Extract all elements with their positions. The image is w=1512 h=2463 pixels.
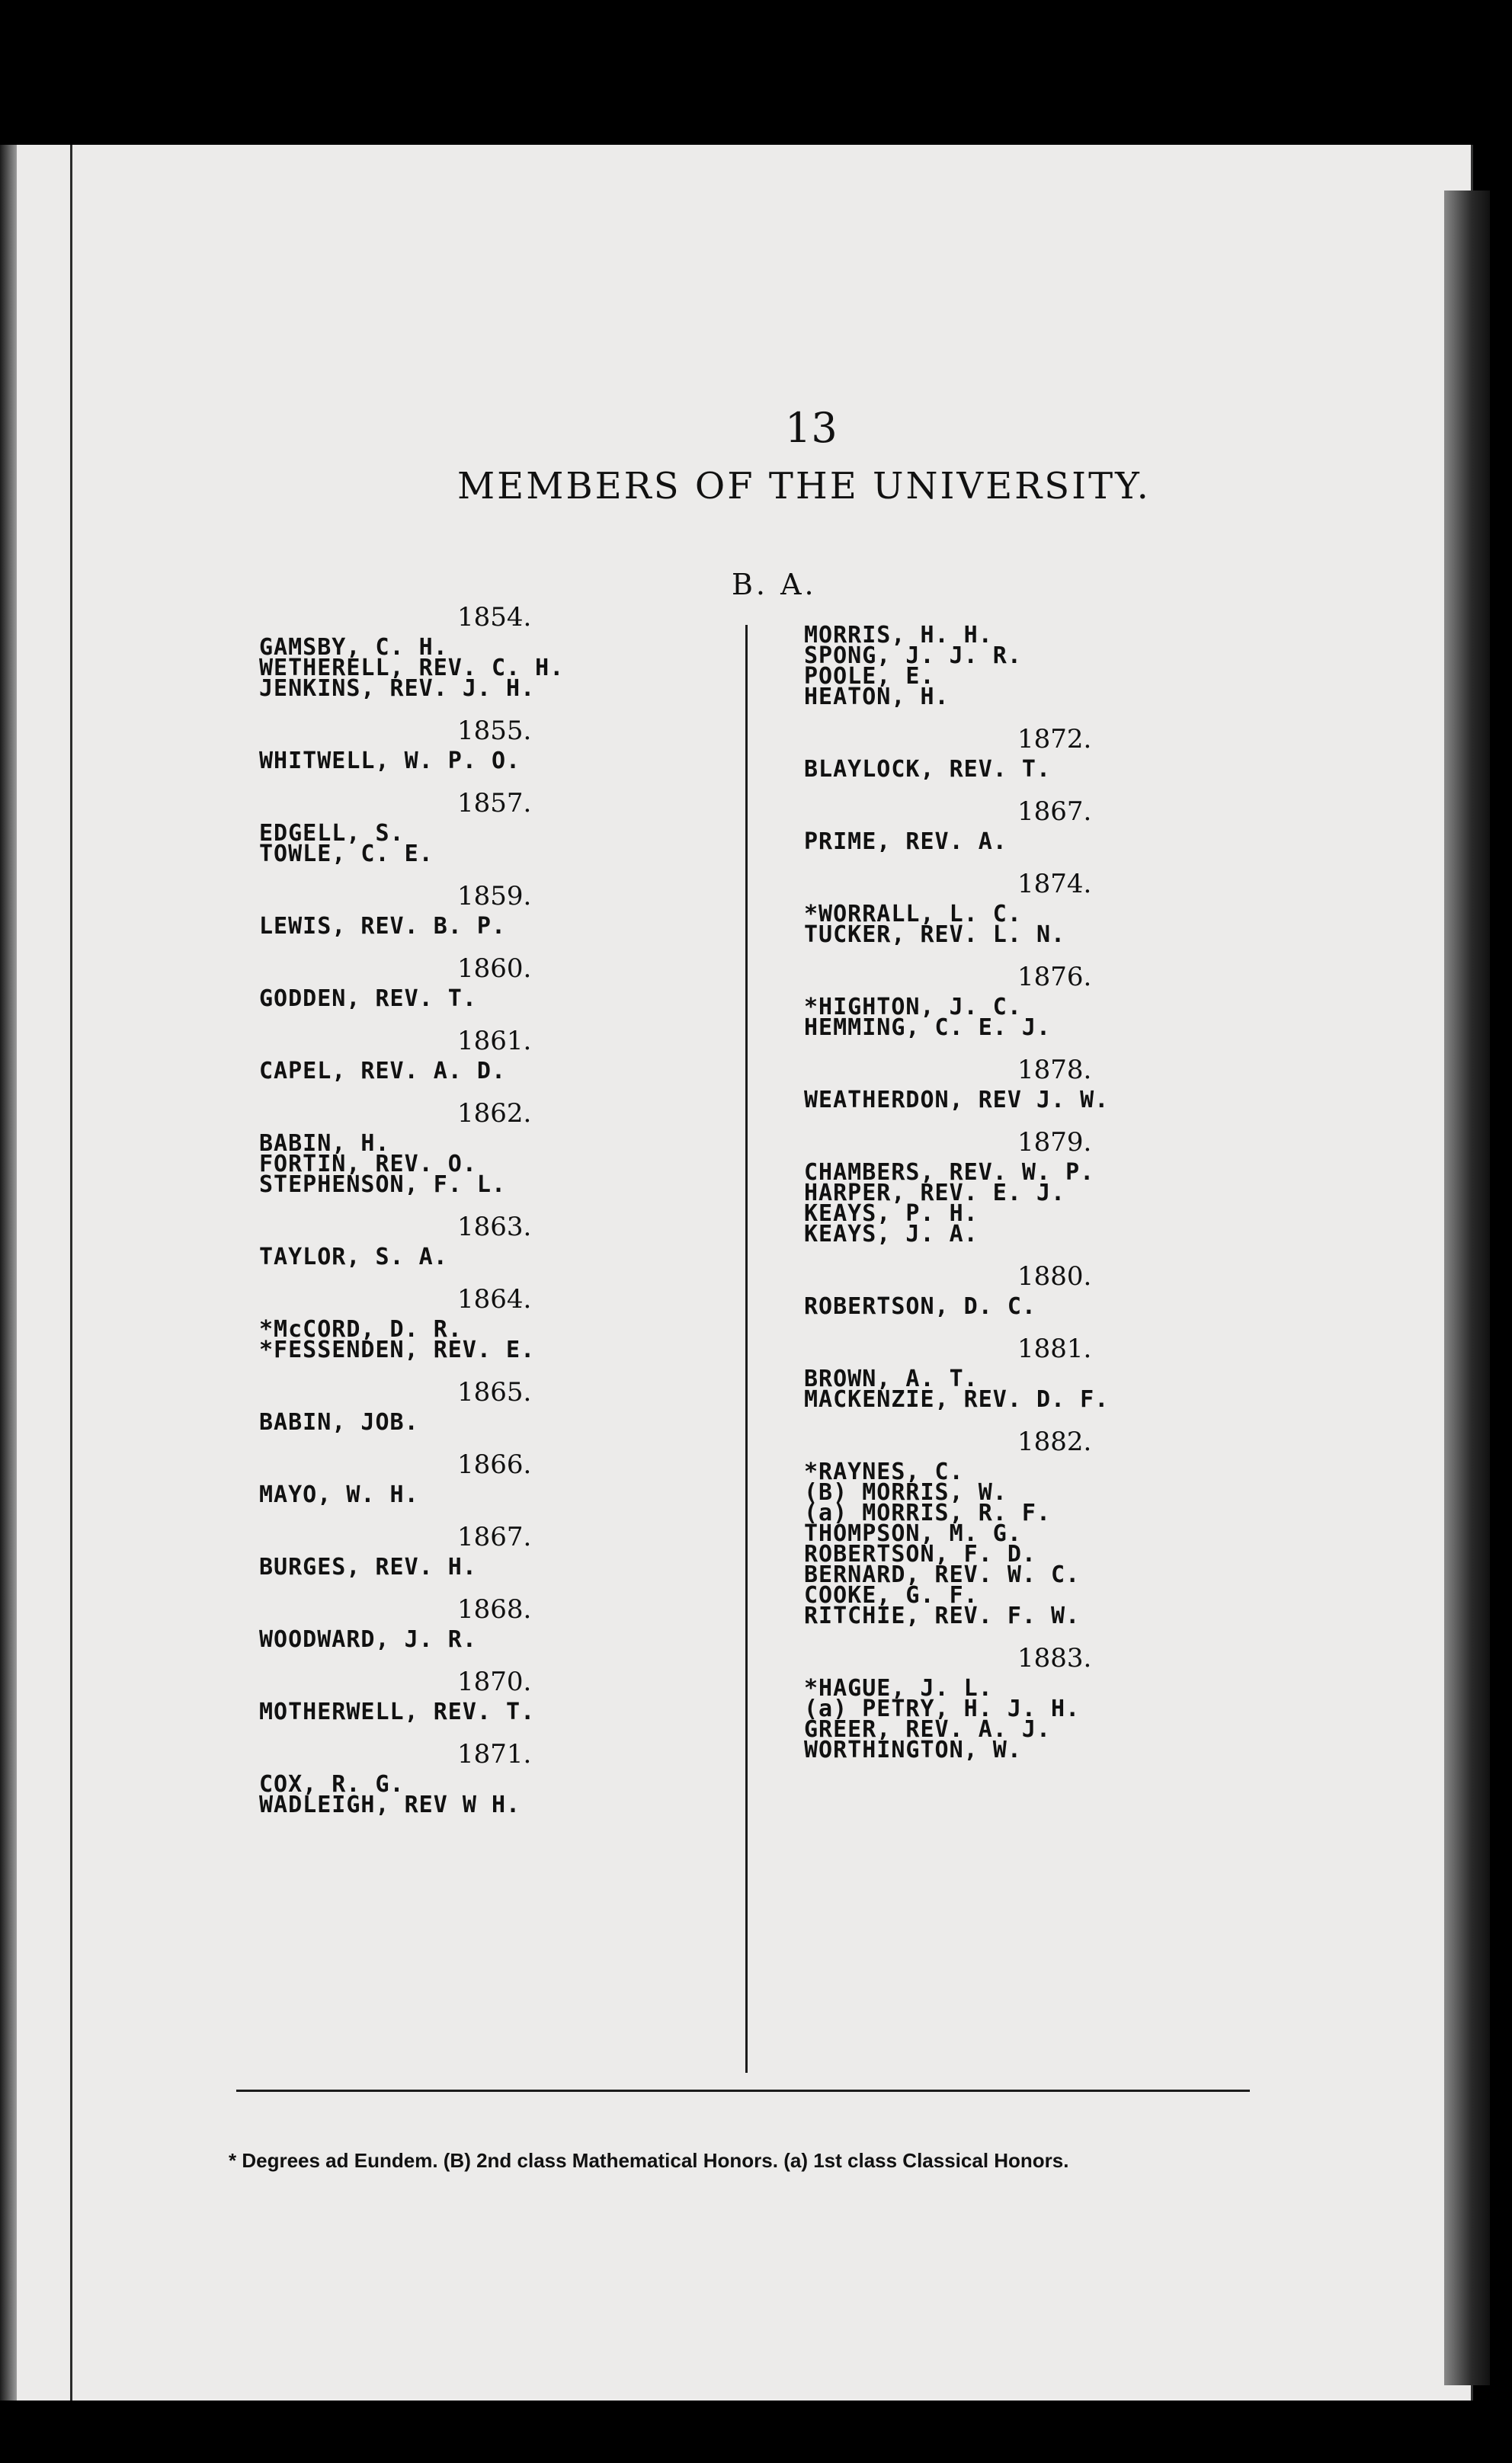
year-group [804, 1127, 1277, 1248]
member-name: MOTHERWELL, REV. T. [259, 1699, 536, 1725]
year-heading: 1876. [1017, 962, 1092, 992]
left-column [259, 602, 777, 1818]
member-name: TAYLOR, S. A. [259, 1244, 448, 1270]
member-name: COOKE, G. F. [804, 1582, 979, 1609]
year-group [259, 788, 777, 867]
year-group [259, 881, 777, 940]
member-name: WETHERELL, REV. C. H. [259, 655, 565, 681]
member-name: GAMSBY, C. H. [259, 634, 448, 661]
year-heading: 1854. [457, 602, 532, 633]
member-name: BURGES, REV. H. [259, 1554, 477, 1581]
degree-heading: B. A. [732, 568, 817, 601]
member-name: HARPER, REV. E. J. [804, 1180, 1066, 1206]
member-name: WORTHINGTON, W. [804, 1737, 1022, 1763]
member-name: (a) PETRY, H. J. H. [804, 1696, 1081, 1722]
year-heading: 1855. [457, 716, 532, 746]
year-group [259, 953, 777, 1012]
column-divider [745, 625, 748, 2073]
member-name: *WORRALL, L. C. [804, 901, 1022, 927]
member-name: EDGELL, S. [259, 820, 405, 847]
member-name: GREER, REV. A. J. [804, 1716, 1052, 1743]
member-name: WHITWELL, W. P. O. [259, 748, 521, 774]
member-name: JENKINS, REV. J. H. [259, 675, 536, 702]
member-name: SPONG, J. J. R. [804, 642, 1022, 669]
year-heading: 1859. [457, 881, 532, 911]
member-name: TOWLE, C. E. [259, 841, 434, 867]
year-heading: 1863. [457, 1212, 532, 1242]
year-group [259, 1739, 777, 1818]
year-heading: 1874. [1017, 869, 1092, 899]
member-name: POOLE, E. [804, 663, 935, 690]
member-name: THOMPSON, M. G. [804, 1520, 1022, 1547]
member-name: COX, R. G. [259, 1771, 405, 1798]
year-group [804, 1427, 1277, 1629]
footnote-rule [236, 2090, 1250, 2092]
year-heading: 1870. [457, 1667, 532, 1697]
right-column [804, 622, 1277, 1763]
year-group [804, 962, 1277, 1041]
member-name: *FESSENDEN, REV. E. [259, 1337, 536, 1363]
year-heading: 1861. [457, 1026, 532, 1056]
year-heading: 1857. [457, 788, 532, 818]
member-name: BLAYLOCK, REV. T. [804, 756, 1052, 783]
member-name: CAPEL, REV. A. D. [259, 1058, 507, 1084]
year-group [804, 1334, 1277, 1413]
member-name: LEWIS, REV. B. P. [259, 913, 507, 940]
year-group [804, 869, 1277, 948]
year-group [259, 602, 777, 702]
member-name: ROBERTSON, F. D. [804, 1541, 1036, 1568]
member-name: STEPHENSON, F. L. [259, 1171, 507, 1198]
member-name: BABIN, JOB. [259, 1409, 419, 1436]
footnote: * Degrees ad Eundem. (B) 2nd class Mathematical Honors. (a) 1st class Classical Honors. [229, 2149, 1069, 2172]
member-name: BABIN, H. [259, 1130, 390, 1157]
year-group [259, 1212, 777, 1270]
year-heading: 1882. [1017, 1427, 1092, 1457]
year-group [804, 1643, 1277, 1763]
member-name: WOODWARD, J. R. [259, 1626, 477, 1653]
year-heading: 1879. [1017, 1127, 1092, 1158]
year-heading: 1860. [457, 953, 532, 984]
member-name: KEAYS, P. H. [804, 1200, 979, 1227]
year-group [259, 1377, 777, 1436]
member-name: PRIME, REV. A. [804, 828, 1007, 855]
member-name: (a) MORRIS, R. F. [804, 1500, 1052, 1526]
member-name: HEATON, H. [804, 684, 950, 710]
year-heading: 1864. [457, 1284, 532, 1315]
member-name: WEATHERDON, REV J. W. [804, 1087, 1110, 1113]
member-name: BROWN, A. T. [804, 1366, 979, 1392]
year-heading: 1872. [1017, 724, 1092, 754]
member-name: *RAYNES, C. [804, 1459, 964, 1485]
member-name: *McCORD, D. R. [259, 1316, 463, 1343]
year-group [259, 1284, 777, 1363]
member-name: KEAYS, J. A. [804, 1221, 979, 1248]
year-heading: 1867. [457, 1522, 532, 1552]
member-name: GODDEN, REV. T. [259, 985, 477, 1012]
year-group [804, 724, 1277, 783]
year-heading: 1871. [457, 1739, 532, 1770]
year-heading: 1881. [1017, 1334, 1092, 1364]
year-heading: 1878. [1017, 1055, 1092, 1085]
member-name: (B) MORRIS, W. [804, 1479, 1007, 1506]
year-heading: 1868. [457, 1594, 532, 1625]
year-group [804, 796, 1277, 855]
year-group [259, 1026, 777, 1084]
book-binding [0, 145, 17, 2401]
member-name: ROBERTSON, D. C. [804, 1293, 1036, 1320]
year-group [804, 1055, 1277, 1113]
year-group [259, 716, 777, 774]
page-title: MEMBERS OF THE UNIVERSITY. [457, 465, 1151, 508]
member-name: BERNARD, REV. W. C. [804, 1561, 1081, 1588]
spine-line [70, 145, 72, 2401]
year-group [804, 1261, 1277, 1320]
member-name: CHAMBERS, REV. W. P. [804, 1159, 1095, 1186]
member-name: *HAGUE, J. L. [804, 1675, 993, 1702]
year-group [259, 1522, 777, 1581]
year-group [259, 1667, 777, 1725]
year-heading: 1862. [457, 1098, 532, 1129]
member-name: HEMMING, C. E. J. [804, 1014, 1052, 1041]
page-number: 13 [785, 404, 838, 452]
member-name: RITCHIE, REV. F. W. [804, 1603, 1081, 1629]
member-name: *HIGHTON, J. C. [804, 994, 1022, 1020]
year-heading: 1880. [1017, 1261, 1092, 1292]
member-name: TUCKER, REV. L. N. [804, 921, 1066, 948]
year-heading: 1883. [1017, 1643, 1092, 1673]
member-name: FORTIN, REV. O. [259, 1151, 477, 1177]
year-group [259, 1449, 777, 1508]
member-name: MAYO, W. H. [259, 1481, 419, 1508]
member-name: WADLEIGH, REV W H. [259, 1792, 521, 1818]
year-heading: 1866. [457, 1449, 532, 1480]
page-edge [1444, 191, 1490, 2385]
year-group [259, 1594, 777, 1653]
year-group [804, 622, 1277, 710]
year-group [259, 1098, 777, 1198]
member-name: MORRIS, H. H. [804, 622, 993, 649]
member-name: MACKENZIE, REV. D. F. [804, 1386, 1110, 1413]
year-heading: 1865. [457, 1377, 532, 1408]
year-heading: 1867. [1017, 796, 1092, 827]
